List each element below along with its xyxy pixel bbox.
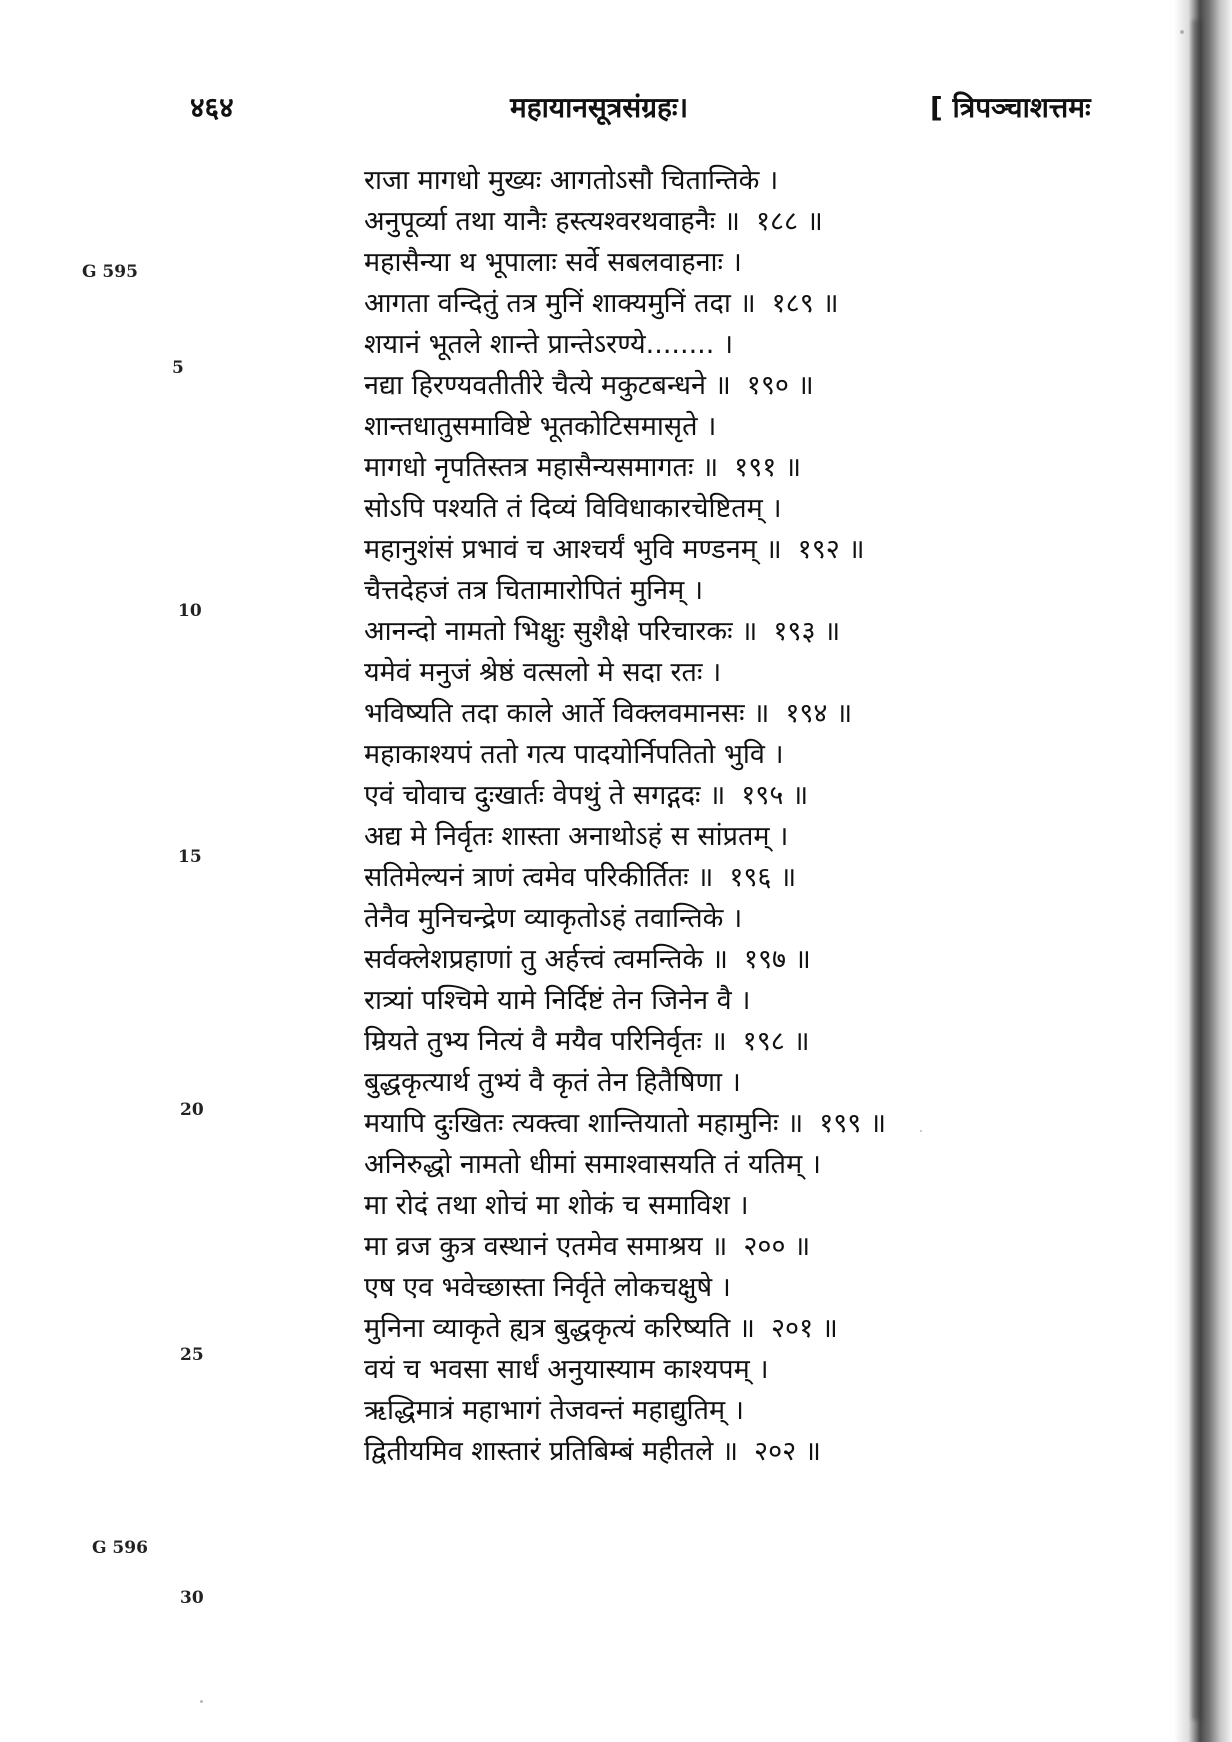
binding-edge <box>1174 0 1232 1742</box>
verse-line <box>364 1431 1064 1472</box>
verse-number: १९६ ॥ <box>729 862 797 893</box>
line-number: 5 <box>172 358 184 378</box>
margin-reference: G 596 <box>92 1538 148 1558</box>
verse-text: मुनिना व्याकृते ह्यत्र बुद्धकृत्यं करिष्यति ॥ <box>364 1313 755 1344</box>
verse-text: सर्वक्लेशप्रहाणां तु अर्हत्त्वं त्वमन्तिके ॥ <box>364 944 728 975</box>
verse-number: २०१ ॥ <box>770 1313 838 1344</box>
verse-line <box>364 160 1064 201</box>
verse-line <box>364 1267 1064 1308</box>
verse-line <box>364 365 1064 406</box>
verse-line <box>364 1226 1064 1267</box>
verse-line <box>364 1103 1064 1144</box>
verse-text: नद्या हिरण्यवतीतीरे चैत्ये मकुटबन्धने ॥ <box>364 370 731 401</box>
line-number: 20 <box>180 1100 204 1120</box>
verse-text: राजा मागधो मुख्यः आगतोऽसौ चितान्तिके । <box>364 165 779 196</box>
verse-line <box>364 611 1064 652</box>
verse-number: १९८ ॥ <box>742 1026 810 1057</box>
section-title: [ त्रिपञ्चाशत्तमः <box>930 91 1091 124</box>
scan-speck <box>1180 30 1184 34</box>
page-header <box>0 88 1160 138</box>
verse-line <box>364 1349 1064 1390</box>
verse-line <box>364 1185 1064 1226</box>
verse-text: यमेवं मनुजं श्रेष्ठं वत्सलो मे सदा रतः । <box>364 657 722 688</box>
verse-text: सतिमेल्यनं त्राणं त्वमेव परिकीर्तितः ॥ <box>364 862 714 893</box>
scan-speck <box>920 1130 922 1132</box>
verse-text: शयानं भूतले शान्ते प्रान्तेऽरण्ये........ । <box>364 329 734 360</box>
verse-text: मागधो नृपतिस्तत्र महासैन्यसमागतः ॥ <box>364 452 719 483</box>
verse-text: वयं च भवसा सार्धं अनुयास्याम काश्यपम् । <box>364 1354 769 1385</box>
verse-line <box>364 898 1064 939</box>
verse-text: मा रोदं तथा शोचं मा शोकं च समाविश । <box>364 1190 749 1221</box>
verse-text: अनिरुद्धो नामतो धीमां समाश्वासयति तं यतिम् । <box>364 1149 822 1180</box>
verse-number: १८९ ॥ <box>771 288 839 319</box>
verse-text: एष एव भवेच्छास्ता निर्वृते लोकचक्षुषे । <box>364 1272 731 1303</box>
verse-text: महानुशंसं प्रभावं च आश्चर्यं भुवि मण्डनम् ॥ <box>364 534 782 565</box>
verse-line <box>364 652 1064 693</box>
verse-text: चैत्तदेहजं तत्र चितामारोपितं मुनिम् । <box>364 575 704 606</box>
line-number: 30 <box>180 1588 204 1608</box>
verse-line <box>364 1308 1064 1349</box>
verse-number: १९३ ॥ <box>773 616 841 647</box>
verse-number: १९१ ॥ <box>734 452 802 483</box>
verse-line <box>364 488 1064 529</box>
verse-text: महाकाश्यपं ततो गत्य पादयोर्निपतितो भुवि । <box>364 739 784 770</box>
verse-number: १९७ ॥ <box>743 944 811 975</box>
verse-text: अनुपूर्व्या तथा यानैः हस्त्यश्वरथवाहनैः ॥ <box>364 206 740 237</box>
verse-line <box>364 734 1064 775</box>
verse-line <box>364 570 1064 611</box>
line-number: 15 <box>178 847 202 867</box>
verse-line <box>364 406 1064 447</box>
verse-line <box>364 857 1064 898</box>
verse-number: १९० ॥ <box>746 370 814 401</box>
verse-line <box>364 816 1064 857</box>
verse-line <box>364 693 1064 734</box>
verse-text: सोऽपि पश्यति तं दिव्यं विविधाकारचेष्टितम् । <box>364 493 782 524</box>
verse-line <box>364 1021 1064 1062</box>
verse-line <box>364 447 1064 488</box>
verse-text: म्रियते तुभ्य नित्यं वै मयैव परिनिर्वृतः ॥ <box>364 1026 727 1057</box>
verse-line <box>364 1144 1064 1185</box>
running-title: महायानसूत्रसंग्रहः। <box>510 91 689 124</box>
verse-text: भविष्यति तदा काले आर्ते विक्लवमानसः ॥ <box>364 698 770 729</box>
verse-text: एवं चोवाच दुःखार्तः वेपथुं ते सगद्गदः ॥ <box>364 780 726 811</box>
scan-speck <box>200 1700 203 1703</box>
verse-text: आनन्दो नामतो भिक्षुः सुशैक्षे परिचारकः ॥ <box>364 616 758 647</box>
verse-text: बुद्धकृत्यार्थ तुभ्यं वै कृतं तेन हितैषिणा । <box>364 1067 741 1098</box>
verse-text: आगता वन्दितुं तत्र मुनिं शाक्यमुनिं तदा ॥ <box>364 288 756 319</box>
verse-number: २०० ॥ <box>743 1231 811 1262</box>
page-number: ४६४ <box>190 91 234 124</box>
verse-text: अद्य मे निर्वृतः शास्ता अनाथोऽहं स सांप्रतम् । <box>364 821 789 852</box>
verse-number: १८८ ॥ <box>755 206 823 237</box>
verse-line <box>364 201 1064 242</box>
verse-line <box>364 939 1064 980</box>
verse-line <box>364 324 1064 365</box>
verse-line <box>364 1062 1064 1103</box>
verse-line <box>364 980 1064 1021</box>
verse-line <box>364 1390 1064 1431</box>
verse-number: १९९ ॥ <box>819 1108 887 1139</box>
verse-line <box>364 529 1064 570</box>
verse-text: महासैन्या थ भूपालाः सर्वे सबलवाहनाः । <box>364 247 742 278</box>
verse-line <box>364 242 1064 283</box>
verse-text: द्वितीयमिव शास्तारं प्रतिबिम्बं महीतले ॥ <box>364 1436 739 1467</box>
verse-block <box>364 160 1064 1472</box>
line-number: 25 <box>180 1345 204 1365</box>
verse-text: ऋद्धिमात्रं महाभागं तेजवन्तं महाद्युतिम् । <box>364 1395 745 1426</box>
verse-number: २०२ ॥ <box>754 1436 821 1467</box>
verse-text: मयापि दुःखितः त्यक्त्वा शान्तियातो महामुनिः ॥ <box>364 1108 804 1139</box>
verse-line <box>364 775 1064 816</box>
margin-reference: G 595 <box>82 262 138 282</box>
verse-number: १९४ ॥ <box>785 698 853 729</box>
verse-text: शान्तधातुसमाविष्टे भूतकोटिसमासृते । <box>364 411 717 442</box>
verse-line <box>364 283 1064 324</box>
verse-text: तेनैव मुनिचन्द्रेण व्याकृतोऽहं तवान्तिके । <box>364 903 743 934</box>
verse-number: १९५ ॥ <box>741 780 809 811</box>
verse-text: रात्र्यां पश्चिमे यामे निर्दिष्टं तेन जिनेन वै । <box>364 985 751 1016</box>
line-number: 10 <box>178 601 202 621</box>
verse-number: १९२ ॥ <box>797 534 865 565</box>
verse-text: मा व्रज कुत्र वस्थानं एतमेव समाश्रय ॥ <box>364 1231 728 1262</box>
